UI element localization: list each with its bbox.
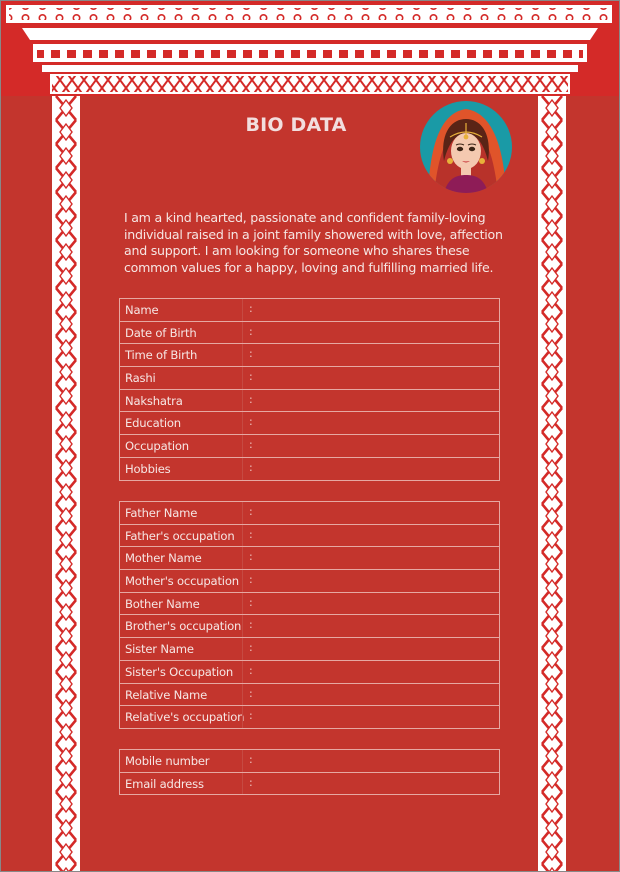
field-separator: : [249,392,253,406]
field-separator: : [249,347,253,361]
field-separator: : [249,527,253,541]
field-label: Father Name [125,506,198,520]
field-label: Sister Name [125,642,194,657]
field-separator: : [249,302,253,315]
field-label: Rashi [125,371,156,386]
right-pillar-ornament [538,96,566,872]
table-row [119,638,500,661]
left-pillar-ornament [52,96,80,872]
table-row [119,706,500,729]
table-row [119,773,500,796]
table-row [119,661,500,684]
personal-details-table [119,298,500,481]
field-label: Email address [125,776,204,791]
table-row [119,525,500,548]
field-separator: : [249,686,253,700]
table-row [119,750,500,773]
field-separator: : [249,438,253,452]
field-label: Nakshatra [125,393,183,408]
field-separator: : [249,505,253,518]
field-label: Father's occupation [125,528,235,543]
table-row [119,684,500,707]
table-row [119,502,500,525]
field-separator: : [249,324,253,338]
field-separator: : [249,550,253,564]
field-label: Mother's occupation [125,574,239,589]
field-label: Hobbies [125,461,171,476]
intro-paragraph: I am a kind hearted, passionate and confident family-loving individual raised in a joint family showered with love, affection and support. I am looking for someone who shares these common values for a happy, loving and fulfilling married life. [124,210,503,275]
field-label: Relative's occupation [125,710,245,725]
field-label: Date of Birth [125,325,197,340]
field-separator: : [249,460,253,474]
field-separator: : [249,595,253,609]
field-label: Name [125,303,159,317]
field-label: Brother's occupation [125,619,242,634]
field-label: Sister's Occupation [125,664,234,679]
family-details-table [119,501,500,729]
field-label: Education [125,416,181,431]
table-row [119,435,500,458]
field-separator: : [249,775,253,789]
table-row [119,593,500,616]
field-separator: : [249,370,253,384]
field-separator: : [249,415,253,429]
bride-avatar [420,101,512,193]
table-row [119,299,500,322]
field-label: Time of Birth [125,348,198,363]
field-label: Mobile number [125,754,210,768]
field-label: Mother Name [125,551,202,566]
table-row [119,412,500,435]
field-separator: : [249,663,253,677]
field-label: Bother Name [125,596,200,611]
table-row [119,322,500,345]
field-separator: : [249,618,253,632]
top-arch-ornament [0,0,620,96]
table-row [119,367,500,390]
field-label: Occupation [125,439,189,454]
field-separator: : [249,573,253,587]
field-separator: : [249,641,253,655]
table-row [119,390,500,413]
table-row [119,615,500,638]
table-row [119,547,500,570]
contact-details-table [119,749,500,795]
table-row [119,570,500,593]
page-title: BIO DATA [245,114,347,136]
field-label: Relative Name [125,687,208,702]
table-row [119,458,500,481]
field-separator: : [249,753,253,766]
table-row [119,344,500,367]
field-separator: : [249,709,253,723]
